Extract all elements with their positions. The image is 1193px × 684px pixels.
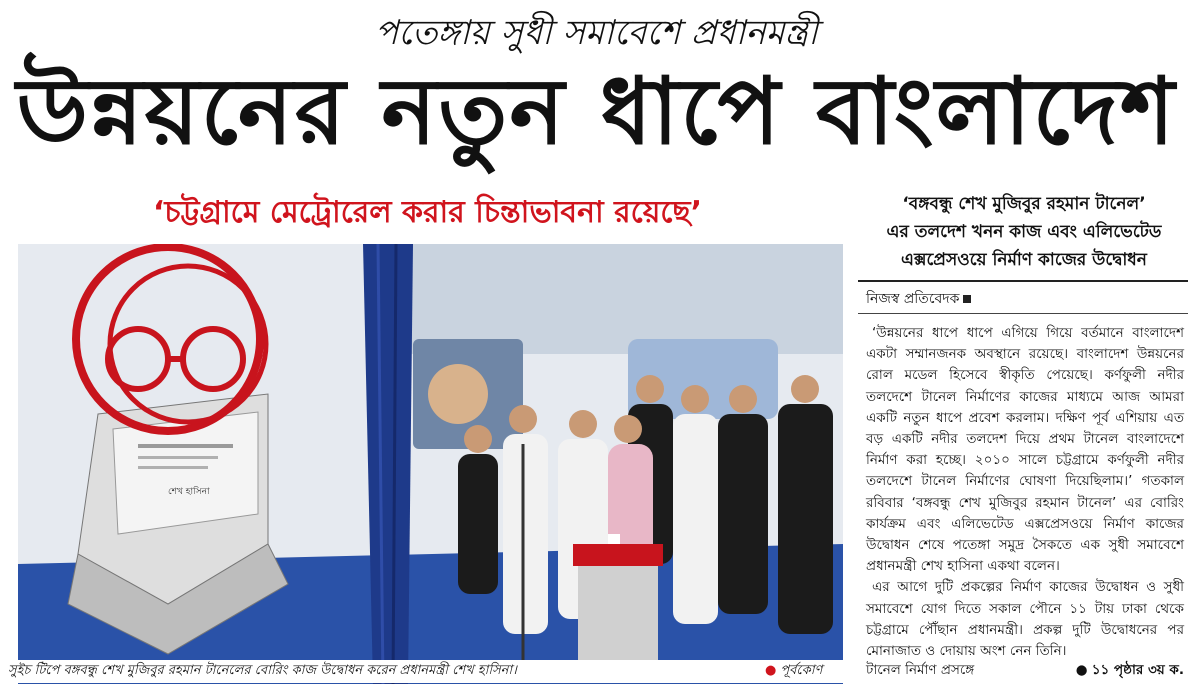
- sidebar-heading-line: ‘বঙ্গবন্ধু শেখ মুজিবুর রহমান টানেল’: [902, 194, 1146, 214]
- sidebar-heading-line: এর তলদেশ খনন কাজ এবং এলিভেটেড: [886, 222, 1162, 242]
- article-body: [866, 323, 1184, 662]
- continued-line: [866, 660, 1184, 681]
- bullet-icon: ●: [765, 663, 777, 678]
- reporter-byline: [866, 288, 971, 310]
- continued-ref[interactable]: [1076, 660, 1184, 681]
- continued-label: টানেল নির্মাণ প্রসঙ্গে: [866, 662, 975, 678]
- reporter-name: নিজস্ব প্রতিবেদক: [866, 291, 960, 307]
- bullet-icon: ●: [1075, 662, 1092, 678]
- plaque-name: শেখ হাসিনা: [168, 487, 210, 497]
- square-bullet-icon: [963, 295, 971, 303]
- news-photo: [18, 244, 843, 684]
- photo-credit: [765, 661, 822, 681]
- sub-headline: ‘চট্টগ্রামে মেট্রোরেল করার চিন্তাভাবনা রয়েছে’: [152, 195, 703, 230]
- article-paragraph: ‘উন্নয়নের ধাপে ধাপে এগিয়ে গিয়ে বর্তমানে বাংলাদেশ একটা সম্মানজনক অবস্থানে রয়েছে। বাংলাদেশ উন্নয়নের রোল মডেল হিসেবে স্বীকৃতি পেয়েছে। কর্ণফুলী নদীর তলদেশে টানেল নির্মাণের কাজের মাধ্যমে আজ আমরা একটি নতুন ধাপে প্রবেশ করলাম। দক্ষিণ পূর্ব এশিয়ায় এত বড় একটি নদীর তলদেশ দিয়ে প্রথম টানেল বাংলাদেশে নির্মাণ করা হচ্ছে। ২০১০ সালে চট্টগ্রামে কর্ণফুলী নদীর তলদেশে টানেল নির্মাণের ঘোষণা দিয়েছিলাম।’ গতকাল রবিবার ‘বঙ্গবন্ধু শেখ মুজিবুর রহমান টানেল’ এর বোরিং কার্যক্রম এবং এলিভেটেড এক্সপ্রেসওয়ে নির্মাণ কাজের উদ্বোধন শেষে পতেঙ্গা সমুদ্র সৈকতে এক সুধী সমাবেশে প্রধানমন্ত্রী শেখ হাসিনা একথা বলেন।: [866, 325, 1184, 575]
- photo-credit-text: পূর্বকোণ: [780, 663, 823, 678]
- sidebar-heading-line: এক্সপ্রেসওয়ে নির্মাণ কাজের উদ্বোধন: [901, 250, 1147, 270]
- photo-caption: সুইচ টিপে বঙ্গবন্ধু শেখ মুজিবুর রহমান টানেলের বোরিং কাজ উদ্বোধন করেন প্রধানমন্ত্রী শেখ হাসিনা।: [8, 663, 517, 678]
- divider: [858, 313, 1188, 314]
- main-headline: উন্নয়নের নতুন ধাপে বাংলাদেশ: [16, 58, 1177, 165]
- kicker-headline: পতেঙ্গায় সুধী সমাবেশে প্রধানমন্ত্রী: [375, 13, 818, 53]
- article-paragraph: এর আগে দুটি প্রকল্পের নির্মাণ কাজের উদ্বোধন ও সুধী সমাবেশে যোগ দিতে সকাল পৌনে ১১ টায় ঢাকা থেকে চট্টগ্রামে পৌঁছান প্রধানমন্ত্রী। প্রকল্প দুটি উদ্বোধনের পর মোনাজাত ও দোয়ায় অংশ নেন তিনি।: [866, 579, 1184, 660]
- sidebar-heading: [860, 190, 1188, 274]
- divider: [858, 280, 1188, 282]
- continued-ref-text: ১১ পৃষ্ঠার ৩য় ক.: [1091, 662, 1184, 678]
